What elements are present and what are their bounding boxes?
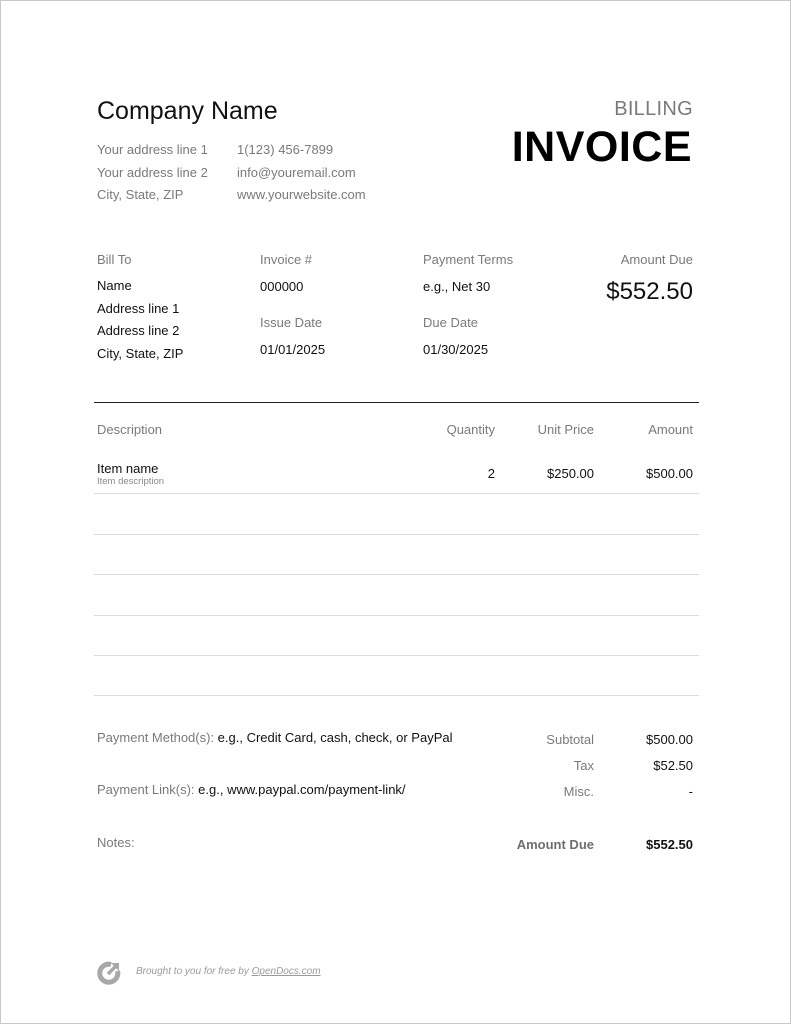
notes-label: Notes:: [97, 835, 135, 850]
row-divider: [94, 615, 699, 616]
issue-date-value: 01/01/2025: [260, 342, 326, 357]
document-title: INVOICE: [511, 123, 692, 171]
table-top-divider: [94, 402, 699, 403]
tax-label: Tax: [573, 758, 594, 773]
bill-to-name: Name: [97, 278, 132, 293]
misc-value: -: [688, 784, 693, 799]
payment-link: [97, 782, 406, 797]
subtotal-label: Subtotal: [546, 732, 594, 747]
bill-to-address-2: Address line 2: [97, 323, 180, 338]
address-line-2: Your address line 2: [97, 164, 208, 180]
total-amount-due-label: Amount Due: [516, 837, 594, 852]
footer-text: Brought to you for free by: [136, 966, 252, 977]
column-header-unit-price: Unit Price: [537, 422, 594, 437]
document-subtitle: BILLING: [614, 98, 693, 120]
payment-method-value: e.g., Credit Card, cash, check, or PayPal: [217, 730, 453, 745]
company-website: www.yourwebsite.com: [237, 187, 366, 202]
company-email: info@youremail.com: [237, 164, 356, 180]
opendocs-link[interactable]: OpenDocs.com: [251, 966, 321, 977]
item-unit-price: $250.00: [547, 466, 594, 481]
bill-to-block: [97, 275, 183, 365]
column-header-quantity: Quantity: [446, 422, 495, 437]
company-phone: 1(123) 456-7899: [237, 142, 334, 157]
due-date-label: Due Date: [423, 315, 478, 330]
issue-date-label: Issue Date: [260, 315, 323, 330]
amount-due-value: $552.50: [606, 278, 693, 305]
payment-method: [97, 730, 453, 745]
invoice-number-value: 000000: [260, 279, 304, 294]
item-description: Item description: [97, 476, 165, 487]
opendocs-logo-icon: [97, 961, 121, 985]
row-divider: [94, 655, 699, 656]
row-divider: [94, 493, 699, 494]
bill-to-address-1: Address line 1: [97, 300, 180, 316]
footer-credit: [136, 966, 321, 977]
amount-due-label: Amount Due: [620, 252, 693, 267]
invoice-number-label: Invoice #: [260, 252, 313, 267]
due-date-value: 01/30/2025: [423, 342, 489, 357]
payment-terms-label: Payment Terms: [423, 252, 514, 267]
tax-value: $52.50: [653, 758, 693, 773]
payment-method-label: Payment Method(s):: [97, 730, 215, 745]
payment-terms-value: e.g., Net 30: [423, 279, 491, 294]
company-contact: [237, 139, 366, 207]
total-amount-due-value: $552.50: [646, 837, 693, 852]
misc-label: Misc.: [563, 784, 594, 799]
column-header-amount: Amount: [648, 422, 693, 437]
item-amount: $500.00: [646, 466, 693, 481]
bill-to-city-state-zip: City, State, ZIP: [97, 345, 184, 361]
item-name: Item name: [97, 461, 159, 476]
address-line-1: Your address line 1: [97, 142, 208, 157]
address-city-state-zip: City, State, ZIP: [97, 187, 184, 202]
payment-link-label: Payment Link(s):: [97, 782, 195, 797]
subtotal-value: $500.00: [646, 732, 693, 747]
column-header-description: Description: [97, 422, 163, 437]
item-quantity: 2: [487, 466, 495, 481]
bill-to-label: Bill To: [97, 252, 132, 267]
row-divider: [94, 534, 699, 535]
row-divider: [94, 574, 699, 575]
payment-link-value: e.g., www.paypal.com/payment-link/: [198, 782, 406, 797]
company-address: [97, 139, 208, 207]
row-divider: [94, 695, 699, 696]
company-name: Company Name: [97, 97, 278, 125]
